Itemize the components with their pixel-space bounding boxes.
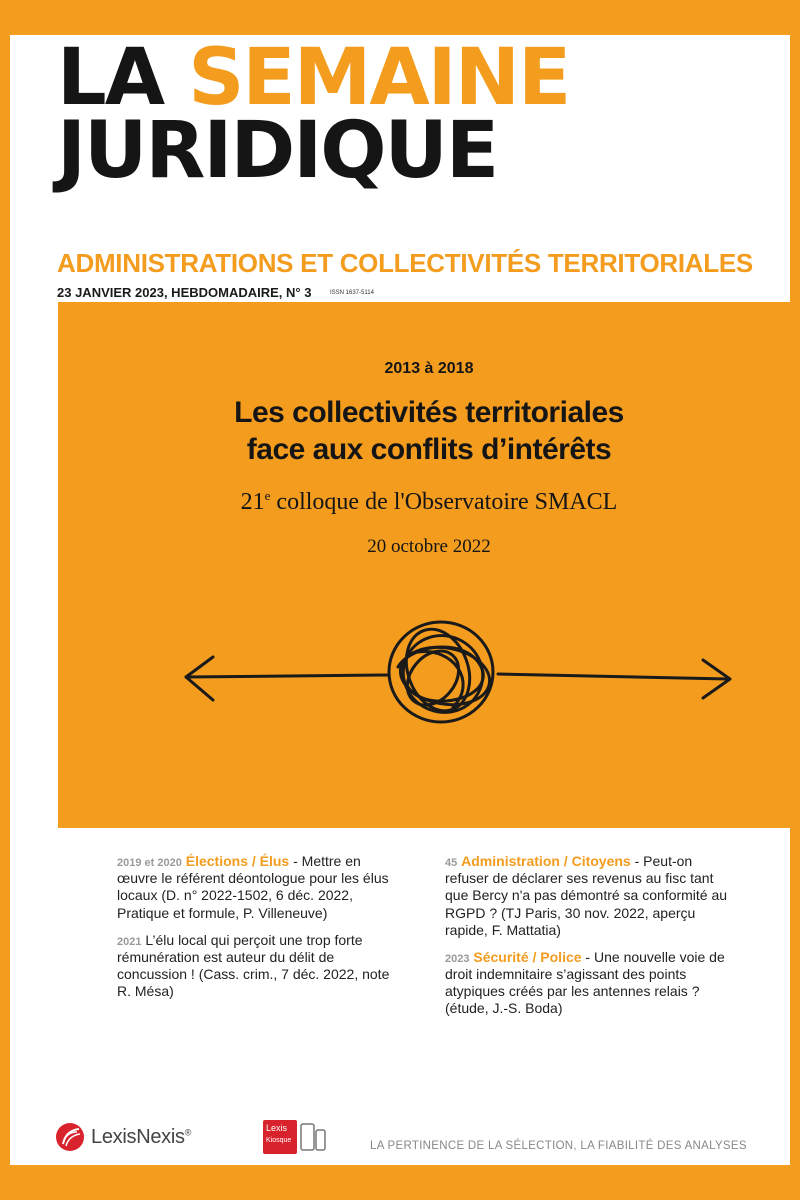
masthead-juridique: JURIDIQUE [57,105,498,196]
masthead-semaine: SEMAINE [188,33,570,123]
registered-mark: ® [184,1126,192,1137]
article-separator: - [581,948,594,965]
masthead [57,33,570,196]
footer-tagline: LA PERTINENCE DE LA SÉLECTION, LA FIABILITÉ DES ANALYSES [370,1140,747,1152]
article-tag: Élections / Élus [185,853,290,869]
article-item[interactable] [117,853,397,922]
tangled-arrow-illustration [183,612,743,732]
articles-column-right [445,853,735,1027]
kiosque-label-2: Kiosque [266,1137,292,1144]
article-separator: - [289,853,302,869]
cover-headline [58,395,800,468]
headline-line-2: face aux conflits d’intérêts [246,432,612,466]
article-text: Mettre en œuvre le référent déontologue pour les élus locaux (D. n° 2022-1502, 6 déc. 2022, Pratique et formule, P. Villeneuve) [117,853,389,921]
kiosque-label-1: Lexis [266,1123,288,1133]
article-separator: - [630,853,644,869]
cover-pages: 2013 à 2018 [384,360,474,377]
article-item[interactable] [445,949,735,1018]
issue-line: 23 JANVIER 2023, HEBDOMADAIRE, N° 3 [57,285,312,300]
kiosque-icon [263,1120,297,1154]
article-pages: 2023 [445,952,470,965]
masthead-la: LA [57,33,164,123]
colloque-number: 21 [240,489,265,515]
article-text: Une nouvelle voie de droit indemnitaire s’agissant des points atypiques créés par les antennes relais ? (étude, J.-S. Boda) [445,948,725,1017]
colloque-rest: colloque de l'Observatoire SMACL [270,489,618,515]
issn: ISSN 1637-5114 [330,290,374,296]
article-text: Peut-on refuser de déclarer ses revenus au fisc tant que Bercy n'a pas démontré sa conformité au RGPD ? (TJ Paris, 30 nov. 2022, aperçu rapide, F. Mattatia) [445,853,728,938]
article-tag: Sécurité / Police [473,948,582,965]
lexis-kiosque-badge[interactable] [263,1120,327,1156]
lexisnexis-emblem-icon [55,1122,85,1152]
articles-column-left [117,853,397,1010]
colloque-date: 20 octobre 2022 [367,536,491,557]
headline-line-1: Les collectivités territoriales [234,396,624,429]
journal-subtitle: ADMINISTRATIONS ET COLLECTIVITÉS TERRITORIALES [57,248,753,278]
article-text: L’élu local qui perçoit une trop forte rémunération est auteur du délit de concussion ! (Cass. crim., 7 déc. 2022, note R. Mésa) [117,931,390,1000]
article-item[interactable] [445,853,735,939]
colloque-superscript: e [264,488,271,503]
article-pages: 45 [445,857,458,869]
article-tag: Administration / Citoyens [461,853,631,869]
tablet-phone-icon [300,1122,326,1154]
brand-name: LexisNexis [91,1125,185,1148]
lexisnexis-logo[interactable] [55,1122,191,1152]
article-item[interactable] [117,932,397,1001]
article-pages: 2021 [117,935,142,948]
article-pages: 2019 et 2020 [117,857,182,869]
cover-story-panel [58,302,800,828]
colloque-title [58,488,800,516]
